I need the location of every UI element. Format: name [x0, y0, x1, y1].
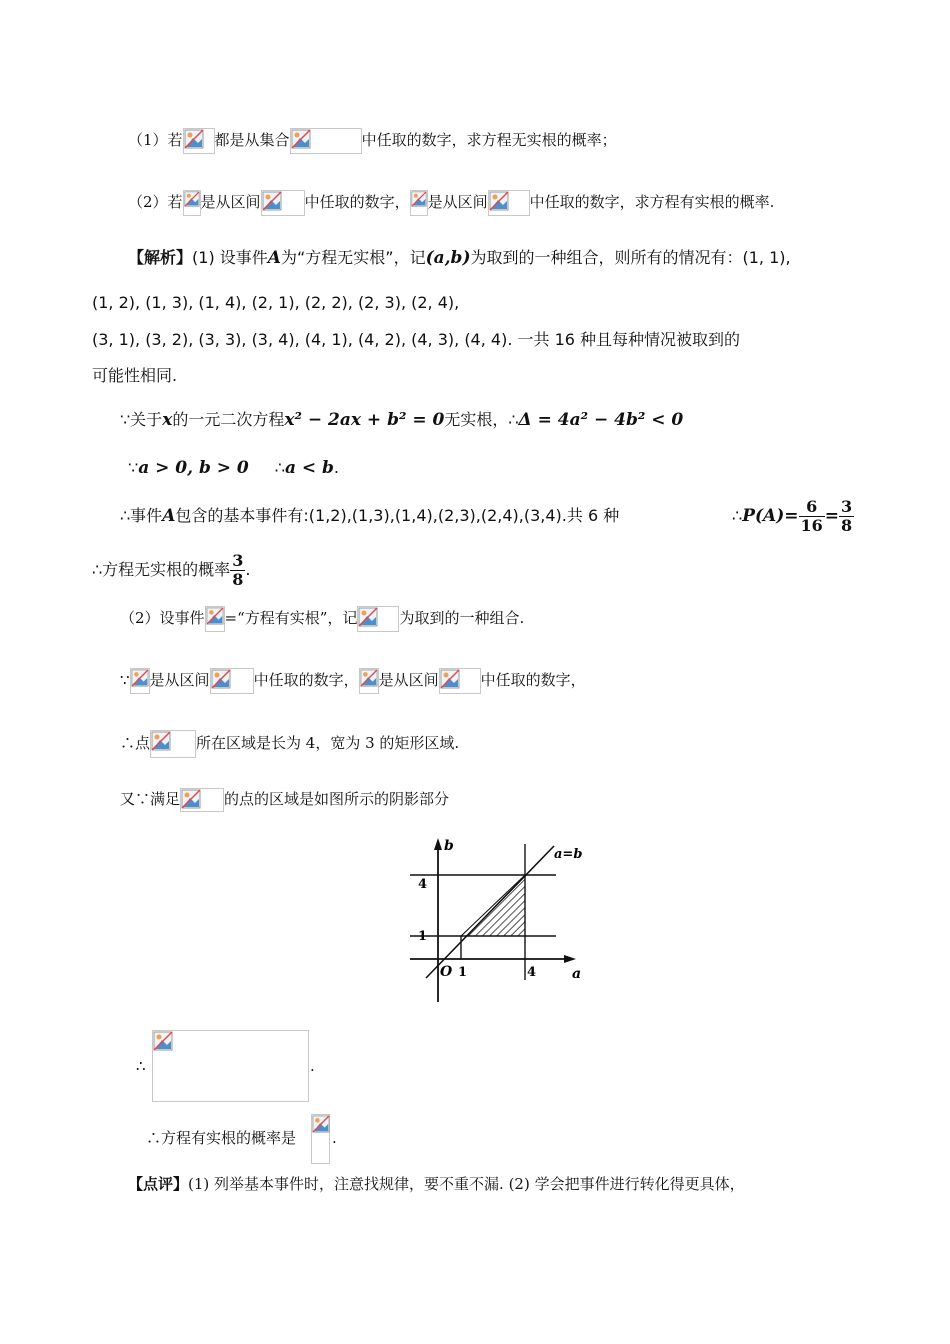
comment-line: 【点评】(1) 列举基本事件时，注意找规律，要不重不漏. (2) 学会把事件进行转化得更具体，: [128, 1175, 745, 1193]
step-4: ∴方程无实根的概率 $\frac{3}{8}$ .: [92, 551, 251, 589]
broken-image-icon: [152, 1030, 309, 1102]
broken-image-icon: [311, 1114, 330, 1164]
broken-image-icon: [205, 606, 225, 632]
broken-image-icon: [150, 730, 196, 758]
analysis-line-4: 可能性相同.: [92, 366, 178, 385]
broken-image-icon: [410, 190, 428, 216]
broken-image-icon: [357, 606, 399, 632]
analysis-line-2: (1, 2), (1, 3), (1, 4), (2, 1), (2, 2), (2, 3), (2, 4),: [92, 293, 460, 312]
step-2: ∵a > 0, b > 0 ∴a < b.: [128, 458, 340, 478]
origin-label: O: [440, 964, 453, 980]
fraction: $\frac{3}{8}$: [232, 551, 244, 589]
broken-image-icon: [439, 668, 481, 694]
fraction: $\frac{6}{16}$: [800, 497, 823, 535]
a-axis-arrow: [564, 955, 576, 963]
region-figure: [404, 830, 594, 1006]
tick-label: 4: [418, 877, 428, 892]
shaded-region: [461, 875, 525, 936]
step-3: ∴事件A包含的基本事件有:(1,2),(1,3),(1,4),(2,3),(2,4),(3,4).共 6 种: [120, 506, 620, 526]
part2-line-2: ∵ 是从区间 中任取的数字， 是从区间 中任取的数字，: [120, 668, 586, 694]
b-axis-label: b: [444, 838, 454, 854]
broken-image-icon: [488, 190, 530, 216]
broken-image-icon: [261, 190, 305, 216]
broken-image-icon: [359, 668, 379, 694]
a-axis-label: a: [572, 966, 582, 982]
question-2: （2）若 是从区间 中任取的数字， 是从区间 中任取的数字，求方程有实根的概率.: [128, 190, 774, 216]
b-axis-arrow: [434, 838, 442, 850]
broken-image-icon: [210, 668, 254, 694]
broken-image-icon: [183, 190, 201, 216]
broken-image-icon: [290, 128, 362, 154]
part2-line-3: ∴点 所在区域是长为 4，宽为 3 的矩形区域.: [120, 730, 459, 758]
broken-image-icon: [130, 668, 150, 694]
part2-line-1: （2）设事件 =“方程有实根”，记 为取到的一种组合.: [120, 606, 524, 632]
tick-label: 1: [458, 965, 468, 980]
broken-image-icon: [180, 788, 224, 812]
analysis-line-1: 【解析】(1) 设事件A为“方程无实根”，记(a,b)为取到的一种组合，则所有的情况有：(1, 1),: [128, 248, 791, 268]
analysis-line-3: (3, 1), (3, 2), (3, 3), (3, 4), (4, 1), (4, 2), (4, 3), (4, 4). 一共 16 种且每种情况被取到的: [92, 330, 741, 349]
question-1: （1）若 都是从集合 中任取的数字，求方程无实根的概率；: [128, 128, 617, 154]
probability-formula: ∴P(A)= $\frac{6}{16}$ = $\frac{3}{8}$: [732, 497, 853, 535]
fraction: $\frac{3}{8}$: [841, 497, 853, 535]
broken-image-icon: [183, 128, 215, 154]
step-1: ∵关于x的一元二次方程x² − 2ax + b² = 0无实根，∴Δ = 4a² − 4b² < 0: [120, 410, 684, 430]
part2-line-4: 又∵满足 的点的区域是如图所示的阴影部分: [120, 788, 449, 812]
tick-label: 1: [418, 929, 428, 944]
line-label: a=b: [554, 847, 583, 862]
tick-label: 4: [527, 965, 537, 980]
